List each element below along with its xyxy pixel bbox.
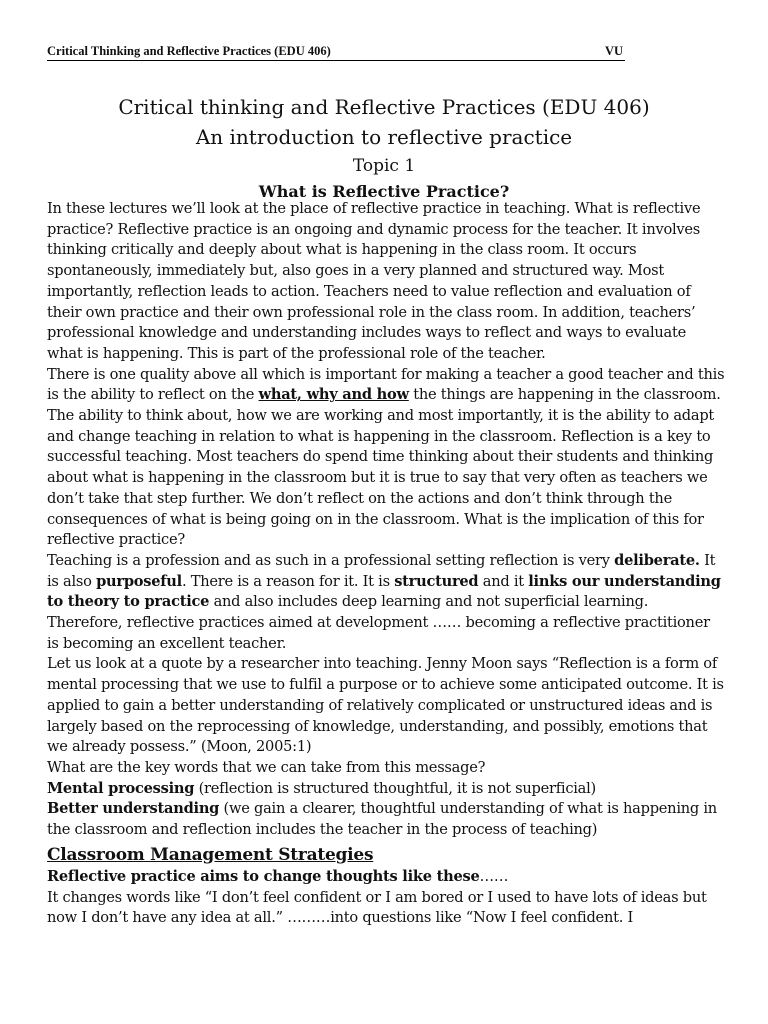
key-word-better-understanding [47, 799, 725, 840]
paragraph-quality [47, 365, 725, 551]
paragraph-quality-emphasis: what, why and how [258, 386, 409, 404]
header-course-title: Critical Thinking and Reflective Practices (EDU 406) [47, 44, 331, 58]
document-subtitle: An introduction to reflective practice [195, 125, 573, 149]
aims-bold-text: Reflective practice aims to change thoughts like these [47, 867, 480, 885]
profession-bold-purposeful: purposeful [96, 572, 182, 590]
key-word-label: Better understanding [47, 800, 220, 818]
paragraph-quote: Let us look at a quote by a researcher into teaching. Jenny Moon says “Reflection is a form of mental processing that we use to fulfil a purpose or to achieve some anticipated outcome. It is applied to gain a better understanding of relatively complicated or unstructured ideas and is largely based on the reprocessing of knowledge, understanding, and possibly, emotions that we already possess.” (Moon, 2005:1) [47, 655, 724, 756]
key-word-text: (we gain a clearer, thoughtful understanding of what is happening in the classroom and reflection includes the teacher in the process of teaching) [47, 800, 717, 839]
paragraph-key-words: What are the key words that we can take from this message? [47, 758, 486, 776]
paragraph-aims [47, 867, 725, 888]
profession-text-d: . There is a reason for it. It is [181, 572, 395, 590]
topic-question: What is Reflective Practice? [258, 182, 510, 201]
section-heading: Classroom Management Strategies [47, 844, 374, 865]
paragraph-profession [47, 551, 725, 655]
document-title: Critical thinking and Reflective Practices (EDU 406) [118, 95, 650, 119]
profession-bold-links: links our understanding to theory to practice [47, 572, 721, 611]
paragraph-changes: It changes words like “I don’t feel confident or I am bored or I used to have lots of ideas but now I don’t have any idea at all.” ………into questions like “Now I feel confident. I [47, 888, 707, 927]
header-university: VU [604, 44, 623, 58]
profession-bold-structured: structured [394, 572, 479, 590]
paragraph-quality-text-b: the things are happening in the classroom. The ability to think about, how we are working and most importantly, it is the ability to adapt and change teaching in relation to what is happening in the classroom. Reflection is a key to successful teaching. Most teachers do spend time thinking about their students and thinking about what is happening in the classroom but it is true to say that very often as teachers we don’t take that step further. We don’t reflect on the actions and don’t think through the consequences of what is being going on in the classroom. What is the implication of this for reflective practice? [47, 386, 721, 549]
title-block [0, 92, 768, 205]
key-word-label: Mental processing [47, 779, 195, 797]
key-word-mental-processing [47, 779, 725, 800]
topic-number: Topic 1 [352, 156, 416, 176]
profession-text-f: and also includes deep learning and not superficial learning. Therefore, reflective practices aimed at development …… becoming a reflective practitioner is becoming an excellent teacher. [47, 593, 710, 652]
aims-ellipsis: …… [479, 867, 509, 885]
key-word-text: (reflection is structured thoughtful, it is not superficial) [194, 779, 596, 797]
profession-text-e: and it [478, 572, 529, 590]
profession-text-c: It is also [47, 551, 716, 590]
running-header [47, 43, 625, 61]
paragraph-intro: In these lectures we’ll look at the place of reflective practice in teaching. What is reflective practice? Reflective practice is an ongoing and dynamic process for the teacher. It involves thinking critically and deeply about what is happening in the class room. It occurs spontaneously, immediately but, also goes in a very planned and structured way. Most importantly, reflection leads to action. Teachers need to value reflection and evaluation of their own practice and their own professional role in the class room. In addition, teachers’ professional knowledge and understanding includes ways to reflect and ways to evaluate what is happening. This is part of the professional role of the teacher. [47, 200, 701, 362]
paragraph-quality-text-a: There is one quality above all which is important for making a teacher a good teacher and this is the ability to reflect on the [47, 365, 725, 404]
profession-text-a: Teaching is a profession and as such in a professional setting reflection is very [47, 551, 615, 569]
profession-bold-deliberate: deliberate. [614, 551, 700, 569]
document-body [47, 199, 725, 929]
